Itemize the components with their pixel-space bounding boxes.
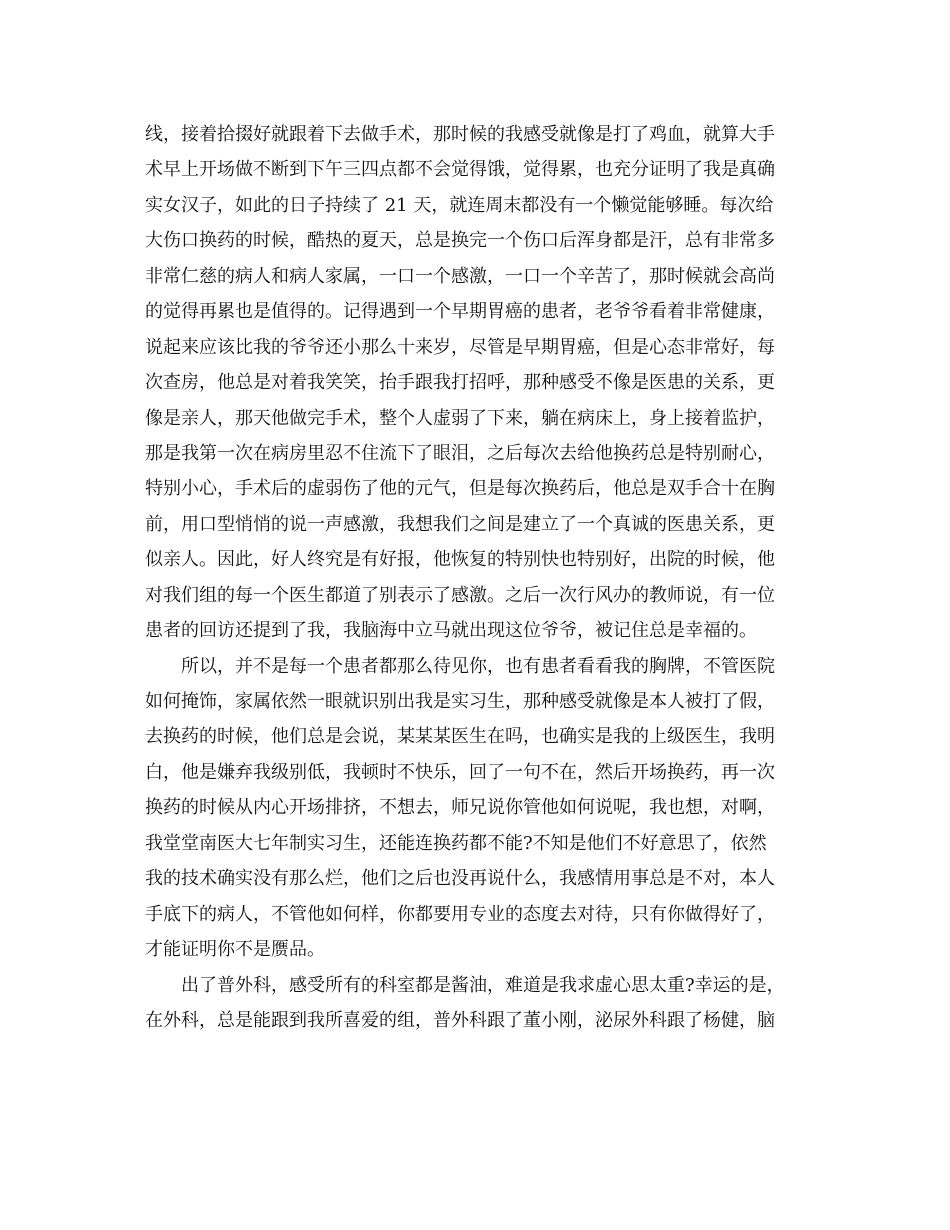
text-line: 在外科，总是能跟到我所喜爱的组，普外科跟了董小刚，泌尿外科跟了杨健，脑 xyxy=(145,1009,775,1031)
text-line: 似亲人。因此，好人终究是有好报，他恢复的特别快也特别好，出院的时候，他 xyxy=(145,549,775,571)
text-line: 术早上开场做不断到下午三四点都不会觉得饿，觉得累，也充分证明了我是真确 xyxy=(145,159,775,181)
text-line: 去换药的时候，他们总是会说，某某某医生在吗，也确实是我的上级医生，我明 xyxy=(145,726,775,748)
text-line: 次查房，他总是对着我笑笑，抬手跟我打招呼，那种感受不像是医患的关系，更 xyxy=(145,372,775,394)
text-line: 出了普外科，感受所有的科室都是酱油，难道是我求虚心思太重?幸运的是， xyxy=(181,974,785,996)
text-line: 大伤口换药的时候，酷热的夏天，总是换完一个伤口后浑身都是汗，总有非常多 xyxy=(145,230,775,252)
text-line: 患者的回访还提到了我，我脑海中立马就出现这位爷爷，被记住总是幸福的。 xyxy=(145,620,757,642)
text-line: 换药的时候从内心开场排挤，不想去，师兄说你管他如何说呢，我也想，对啊， xyxy=(145,797,775,819)
text-line: 我的技术确实没有那么烂，他们之后也没再说什么，我感情用事总是不对，本人 xyxy=(145,868,775,890)
paragraph-3 xyxy=(145,968,805,1039)
text-line: 所以，并不是每一个患者都那么待见你，也有患者看看我的胸牌，不管医院 xyxy=(181,655,775,677)
text-line: 才能证明你不是赝品。 xyxy=(145,939,325,961)
text-line: 非常仁慈的病人和病人家属，一口一个感激，一口一个辛苦了，那时候就会高尚 xyxy=(145,265,775,287)
text-line: 特别小心，手术后的虚弱伤了他的元气，但是每次换药后，他总是双手合十在胸 xyxy=(145,478,775,500)
text-line: 如何掩饰，家属依然一眼就识别出我是实习生，那种感受就像是本人被打了假， xyxy=(145,691,775,712)
paragraph-2 xyxy=(145,649,805,968)
text-line: 前，用口型悄悄的说一声感激，我想我们之间是建立了一个真诚的医患关系，更 xyxy=(145,513,775,535)
text-line: 那是我第一次在病房里忍不住流下了眼泪，之后每次去给他换药总是特别耐心， xyxy=(145,442,775,464)
text-line: 手底下的病人，不管他如何样，你都要用专业的态度去对待，只有你做得好了， xyxy=(145,903,775,925)
text-line: 说起来应该比我的爷爷还小那么十来岁，尽管是早期胃癌，但是心态非常好，每 xyxy=(145,336,775,358)
text-line: 线，接着拾掇好就跟着下去做手术，那时候的我感受就像是打了鸡血，就算大手 xyxy=(145,124,775,145)
text-line: 白，他是嫌弃我级别低，我顿时不快乐，回了一句不在，然后开场换药，再一次 xyxy=(145,761,775,783)
text-line: 实女汉子，如此的日子持续了 21 天，就连周末都没有一个懒觉能够睡。每次给 xyxy=(145,194,774,216)
text-line: 像是亲人，那天他做完手术，整个人虚弱了下来，躺在病床上，身上接着监护， xyxy=(145,407,775,429)
paragraph-1 xyxy=(145,117,805,649)
document-page xyxy=(145,117,805,1038)
text-line: 我堂堂南医大七年制实习生，还能连换药都不能?不知是他们不好意思了，依然 xyxy=(145,832,767,854)
text-line: 的觉得再累也是值得的。记得遇到一个早期胃癌的患者，老爷爷看着非常健康， xyxy=(145,301,775,323)
text-line: 对我们组的每一个医生都道了别表示了感激。之后一次行风办的教师说，有一位 xyxy=(145,584,775,606)
